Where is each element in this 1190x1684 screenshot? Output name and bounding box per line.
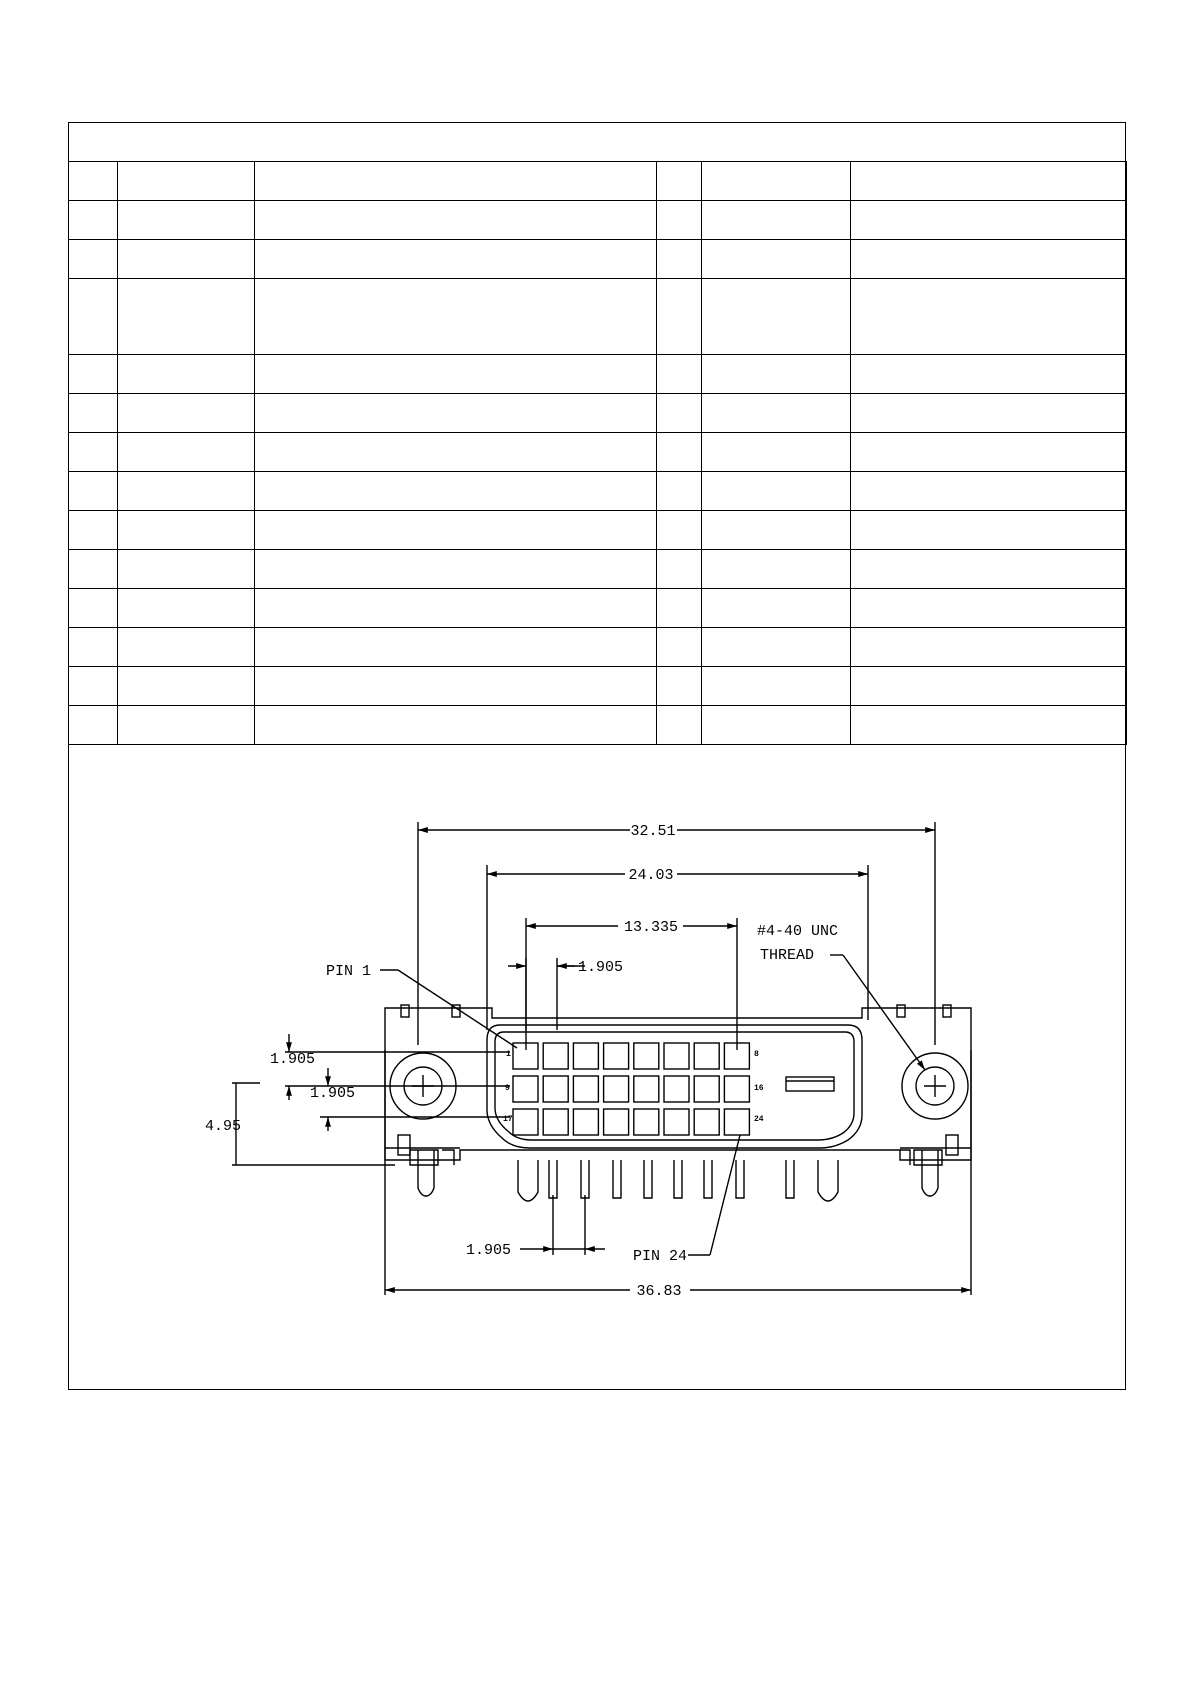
pin-contact — [724, 1076, 749, 1102]
dim-pin-span: 13.335 — [623, 919, 679, 936]
pin-number-16: 16 — [754, 1084, 764, 1093]
extension-lines — [232, 822, 971, 1295]
label-thread-line2: THREAD — [760, 947, 815, 964]
pin-tail — [704, 1160, 712, 1198]
pin-contact — [513, 1076, 538, 1102]
label-pin1: PIN 1 — [326, 963, 372, 980]
pin-contact — [634, 1043, 659, 1069]
pin-number-8: 8 — [754, 1050, 759, 1059]
pin-contact — [543, 1043, 568, 1069]
pin-contact — [543, 1076, 568, 1102]
screw-hole-right — [902, 1053, 968, 1119]
dim-shell-width: 24.03 — [628, 867, 674, 884]
pin-contact — [694, 1076, 719, 1102]
board-locks — [398, 1135, 958, 1201]
pin-number-1: 1 — [506, 1050, 511, 1059]
pin-contact — [724, 1109, 749, 1135]
connector-body — [385, 1005, 971, 1160]
pin-tail — [644, 1160, 652, 1198]
label-thread-line1: #4-40 UNC — [757, 923, 839, 940]
pin-number-17: 17 — [503, 1115, 513, 1124]
key-slot — [786, 1077, 834, 1091]
pin-tail — [674, 1160, 682, 1198]
pin-contact — [664, 1076, 689, 1102]
pin-contact — [604, 1043, 629, 1069]
leader-lines — [380, 955, 925, 1255]
pin-contact — [573, 1109, 598, 1135]
pin-tail — [549, 1160, 557, 1198]
dim-row-pitch-1: 1.905 — [270, 1051, 316, 1068]
pin-tail — [786, 1160, 794, 1198]
pin-contact — [694, 1043, 719, 1069]
pin-tail — [736, 1160, 744, 1198]
pin-contact — [634, 1109, 659, 1135]
dim-row-pitch-2: 1.905 — [310, 1085, 356, 1102]
dim-screw-spacing: 32.51 — [630, 823, 676, 840]
pin-contact — [604, 1109, 629, 1135]
pin-number-9: 9 — [505, 1084, 510, 1093]
pin-tail — [581, 1160, 589, 1198]
dim-overall-width: 36.83 — [636, 1283, 682, 1300]
pin-contact — [513, 1109, 538, 1135]
pin-contact — [664, 1043, 689, 1069]
pin-tails — [549, 1160, 794, 1198]
dim-tail-pitch: 1.905 — [466, 1242, 512, 1259]
pin-contact — [604, 1076, 629, 1102]
pin-tail — [613, 1160, 621, 1198]
pin-contact — [694, 1109, 719, 1135]
pin-contact — [573, 1043, 598, 1069]
pin-contact — [664, 1109, 689, 1135]
label-pin24: PIN 24 — [633, 1248, 688, 1265]
dim-height: 4.95 — [205, 1118, 242, 1135]
pin-number-24: 24 — [754, 1115, 764, 1124]
pin-contact — [573, 1076, 598, 1102]
dim-pin-pitch-top: 1.905 — [578, 959, 624, 976]
pin-contact — [543, 1109, 568, 1135]
pin-contact — [634, 1076, 659, 1102]
pin-grid — [513, 1043, 749, 1135]
